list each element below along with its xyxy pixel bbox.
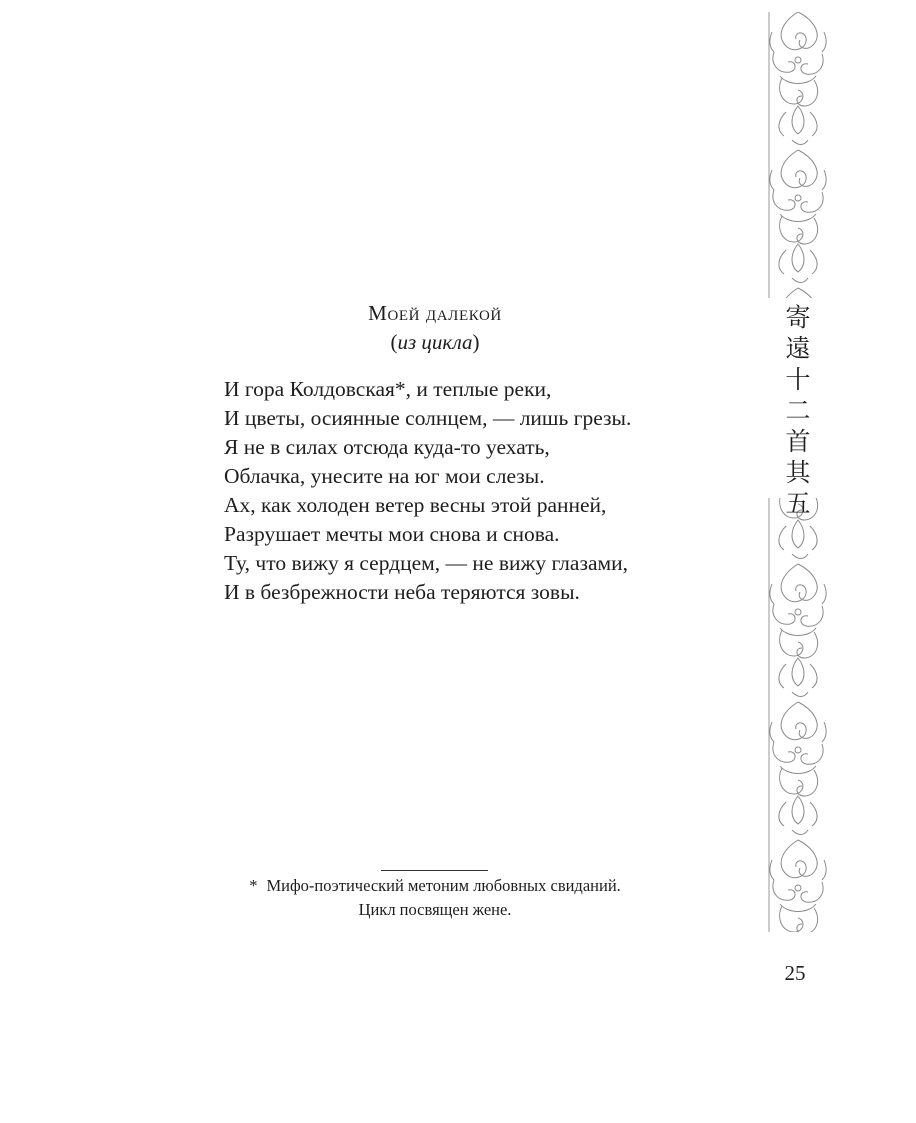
poem-line: И цветы, осиянные солнцем, — лишь грезы. (224, 406, 632, 430)
poem-line: И в безбрежности неба теряются зовы. (224, 580, 580, 604)
footnote (180, 874, 690, 922)
chinese-char: 寄 (785, 303, 811, 332)
poem-line: Облачка, унесите на юг мои слезы. (224, 464, 545, 488)
chinese-char: 十 (785, 365, 811, 394)
poem-line: И гора Колдовская*, и теплые реки, (224, 377, 552, 401)
subtitle-open-paren: ( (390, 330, 398, 354)
subtitle-italic-text: из цикла (397, 330, 473, 354)
poem-title: Моей далекой (368, 301, 502, 325)
footnote-row (180, 874, 690, 898)
poem-line: Разрушает мечты мои снова и снова. (224, 522, 560, 546)
poem-subtitle (220, 327, 650, 357)
footnote-marker: * (249, 876, 258, 895)
chinese-vertical-title (768, 298, 828, 518)
dedication-text: Цикл посвящен жене. (358, 900, 512, 919)
chinese-char: 首 (785, 427, 811, 456)
page-number: 25 (784, 961, 806, 985)
poem-line: Я не в силах отсюда куда-то уехать, (224, 435, 550, 459)
chinese-char: 二 (785, 396, 811, 425)
poem-line: Ах, как холоден ветер весны этой ранней, (224, 493, 607, 517)
chinese-char: 其 (785, 458, 811, 487)
subtitle-close-paren: ) (472, 330, 480, 354)
poem-line: Ту, что вижу я сердцем, — не вижу глазами, (224, 551, 628, 575)
footnote-text: Мифо-поэтический метоним любовных свиданий. (266, 876, 621, 895)
chinese-char: 遠 (785, 334, 811, 363)
footnote-divider (381, 870, 488, 871)
chinese-char: 五 (785, 489, 811, 518)
poem-body (224, 375, 724, 607)
